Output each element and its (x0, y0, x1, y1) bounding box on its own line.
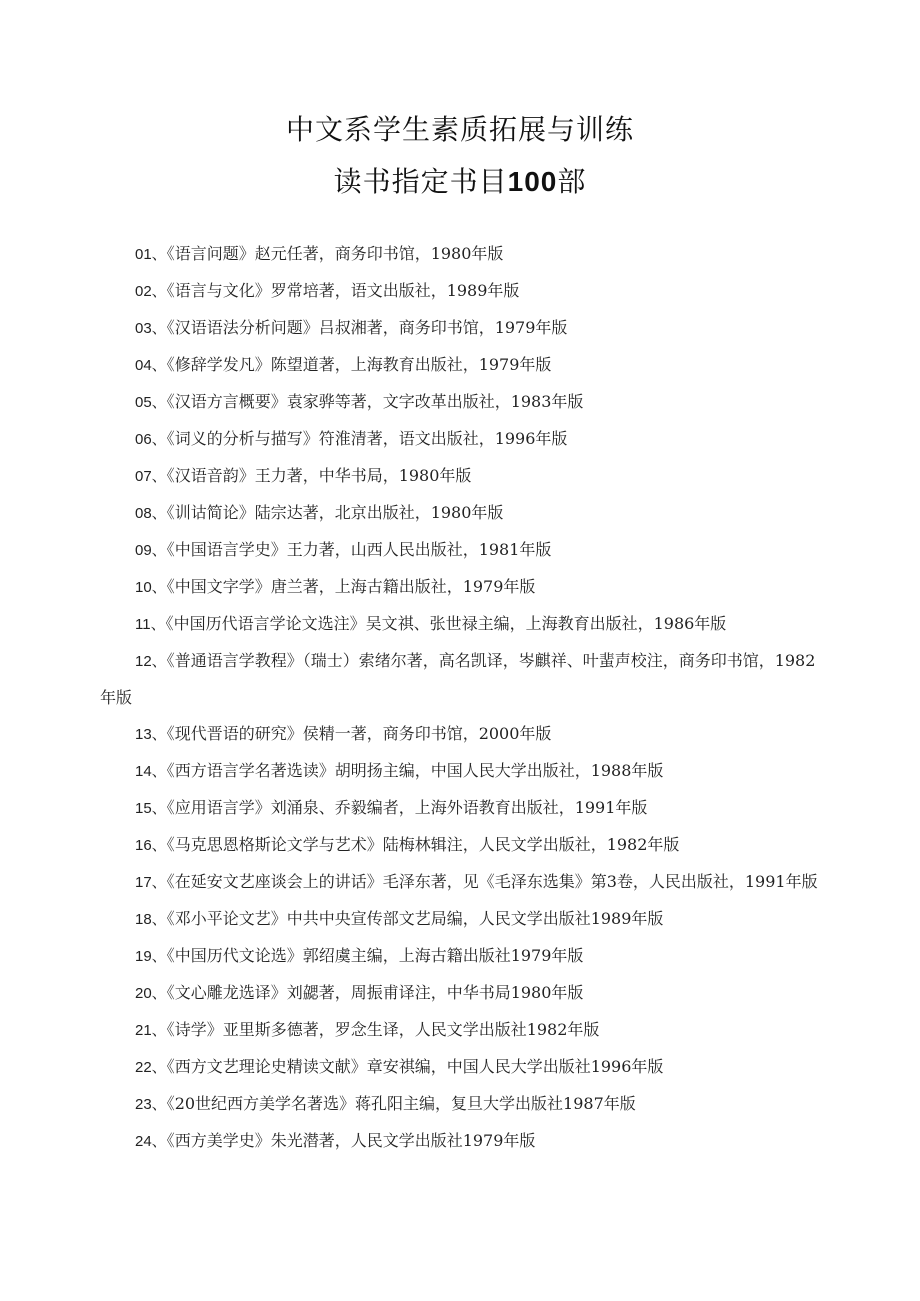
book-number: 16、 (135, 837, 167, 854)
title-line-2-prefix: 读书指定书目 (333, 165, 508, 198)
book-number: 19、 (135, 948, 167, 965)
book-entry-text: 《诗学》亚里斯多德著，罗念生译，人民文学出版社1982年版 (166, 1020, 600, 1039)
book-number: 18、 (135, 911, 167, 928)
book-entry-text: 《修辞学发凡》陈望道著，上海教育出版社，1979年版 (166, 355, 552, 374)
book-list-item (100, 975, 822, 1012)
book-entry-text: 《西方语言学名著选读》胡明扬主编，中国人民大学出版社，1988年版 (166, 761, 664, 780)
book-list-item (100, 716, 822, 753)
book-entry-text: 《20世纪西方美学名著选》蒋孔阳主编，复旦大学出版社1987年版 (166, 1094, 636, 1113)
book-list-item (100, 384, 822, 421)
book-entry-text: 《文心雕龙选译》刘勰著，周振甫译注，中华书局1980年版 (166, 983, 584, 1002)
book-entry-text: 《现代晋语的研究》侯精一著，商务印书馆，2000年版 (166, 724, 552, 743)
book-number: 02、 (135, 283, 167, 300)
book-number: 14、 (135, 763, 167, 780)
book-entry-text: 《中国历代文论选》郭绍虞主编，上海古籍出版社1979年版 (166, 946, 584, 965)
book-number: 03、 (135, 320, 167, 337)
book-list-item (100, 753, 822, 790)
book-entry-text: 《普通语言学教程》（瑞士）索绪尔著，高名凯译，岑麒祥、叶蜚声校注，商务印书馆，1982年版 (100, 651, 816, 707)
book-number: 09、 (135, 542, 167, 559)
book-entry-text: 《汉语音韵》王力著，中华书局，1980年版 (166, 466, 472, 485)
book-entry-text: 《应用语言学》刘涌泉、乔毅编者，上海外语教育出版社，1991年版 (166, 798, 648, 817)
book-list-item (100, 864, 822, 901)
book-entry-text: 《西方美学史》朱光潜著，人民文学出版社1979年版 (166, 1131, 536, 1150)
book-entry-text: 《邓小平论文艺》中共中央宣传部文艺局编，人民文学出版社1989年版 (166, 909, 664, 928)
book-number: 10、 (135, 579, 167, 596)
book-list-item (100, 1123, 822, 1160)
book-list-item (100, 827, 822, 864)
book-number: 21、 (135, 1022, 167, 1039)
title-line-1: 中文系学生素质拓展与训练 (285, 113, 634, 146)
book-entry-text: 《词义的分析与描写》符淮清著，语文出版社，1996年版 (166, 429, 568, 448)
book-entry-text: 《马克思恩格斯论文学与艺术》陆梅林辑注，人民文学出版社，1982年版 (166, 835, 680, 854)
book-entry-text: 《语言问题》赵元任著，商务印书馆，1980年版 (166, 244, 504, 263)
book-list-item (100, 495, 822, 532)
book-entry-text: 《中国历代语言学论文选注》吴文祺、张世禄主编，上海教育出版社，1986年版 (165, 614, 727, 633)
book-entry-text: 《西方文艺理论史精读文献》章安祺编，中国人民大学出版社1996年版 (166, 1057, 664, 1076)
book-entry-text: 《语言与文化》罗常培著，语文出版社，1989年版 (166, 281, 520, 300)
book-list-item (100, 1086, 822, 1123)
book-list-item (100, 938, 822, 975)
book-list-item (100, 532, 822, 569)
book-number: 05、 (135, 394, 167, 411)
book-number: 22、 (135, 1059, 167, 1076)
book-entry-text: 《在延安文艺座谈会上的讲话》毛泽东著，见《毛泽东选集》第3卷，人民出版社，1991年版 (166, 872, 818, 891)
book-number: 17、 (135, 874, 167, 891)
book-list-item (100, 421, 822, 458)
book-list-item (100, 569, 822, 606)
document-title (0, 104, 920, 208)
book-entry-text: 《汉语语法分析问题》吕叔湘著，商务印书馆，1979年版 (166, 318, 568, 337)
book-entry-text: 《中国语言学史》王力著，山西人民出版社，1981年版 (166, 540, 552, 559)
book-number: 04、 (135, 357, 167, 374)
book-number: 01、 (135, 246, 167, 263)
book-number: 07、 (135, 468, 167, 485)
book-number: 06、 (135, 431, 167, 448)
title-line-2-suffix: 部 (557, 165, 587, 198)
book-list-item (100, 790, 822, 827)
book-number: 24、 (135, 1133, 167, 1150)
book-list-item (100, 273, 822, 310)
book-list-item (100, 236, 822, 273)
book-number: 15、 (135, 800, 167, 817)
book-number: 20、 (135, 985, 167, 1002)
book-number: 08、 (135, 505, 167, 522)
book-number: 13、 (135, 726, 167, 743)
book-entry-text: 《汉语方言概要》袁家骅等著，文字改革出版社，1983年版 (166, 392, 584, 411)
book-list-item (100, 458, 822, 495)
book-number: 11、 (135, 616, 166, 633)
book-list-item (100, 643, 822, 716)
book-number: 23、 (135, 1096, 167, 1113)
title-line-2 (0, 156, 920, 208)
book-list-item (100, 1049, 822, 1086)
book-list-item (100, 1012, 822, 1049)
book-list-item (100, 310, 822, 347)
book-list-item (100, 347, 822, 384)
book-list-item (100, 901, 822, 938)
book-entry-text: 《训诂简论》陆宗达著，北京出版社，1980年版 (166, 503, 504, 522)
book-number: 12、 (135, 653, 167, 670)
title-line-2-number: 100 (507, 166, 558, 197)
book-list (100, 236, 822, 1160)
book-list-item (100, 606, 822, 643)
book-entry-text: 《中国文字学》唐兰著，上海古籍出版社，1979年版 (166, 577, 536, 596)
